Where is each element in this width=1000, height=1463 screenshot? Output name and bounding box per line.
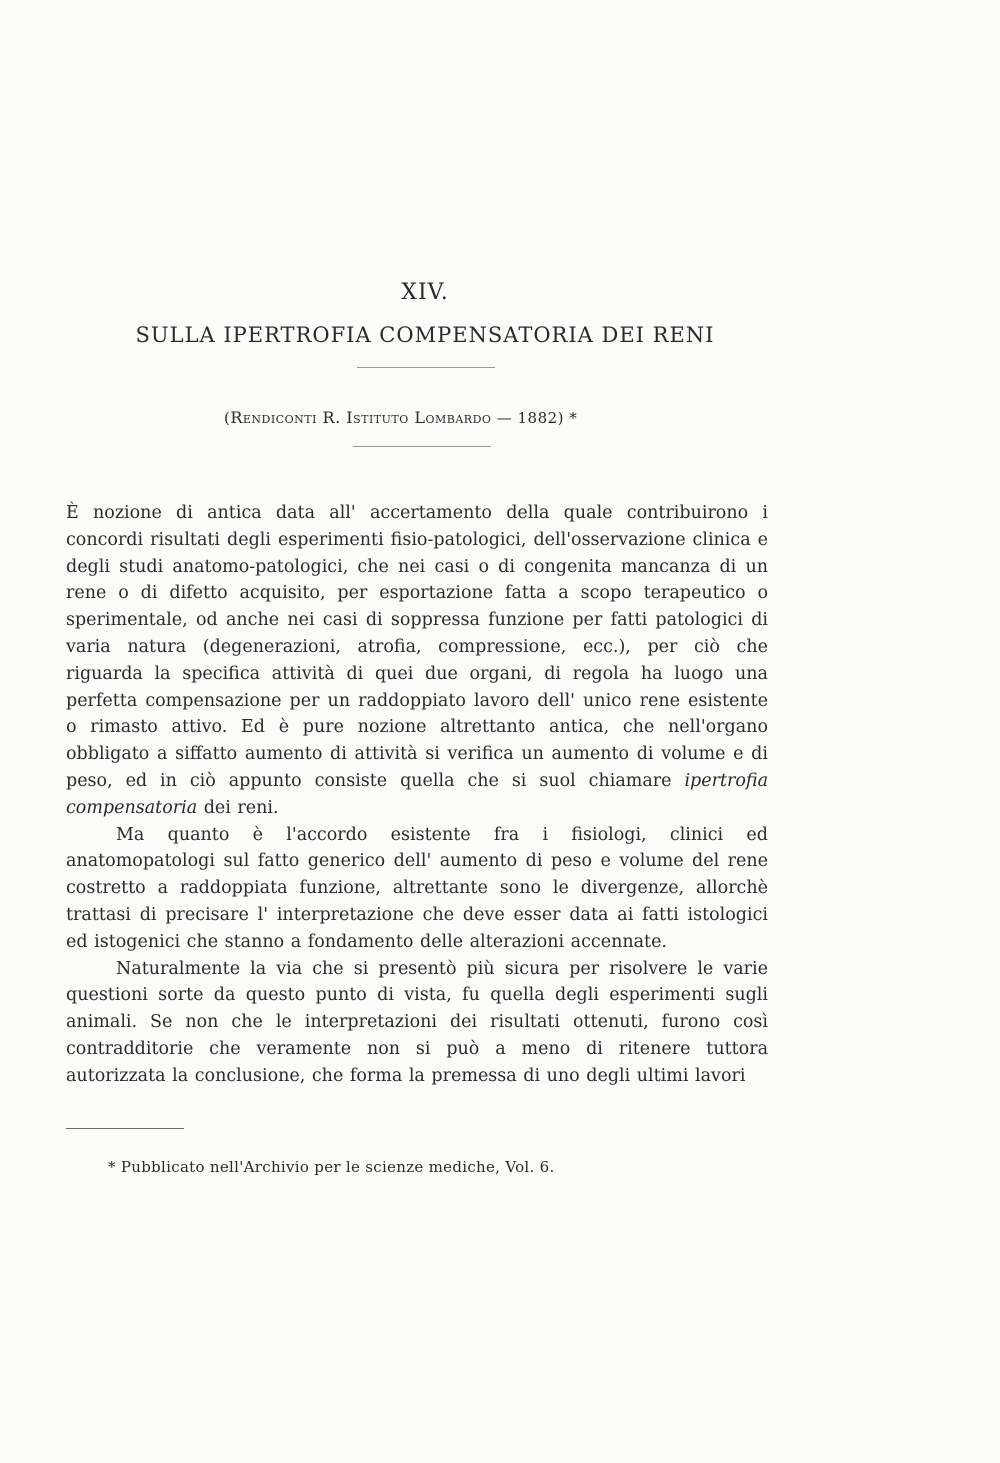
footnote-mark: * — [108, 1158, 116, 1176]
chapter-number: XIV. — [401, 280, 449, 305]
paragraph-1-emphasis: ipertrofia compensatoria — [66, 770, 768, 818]
source-publication: Rendiconti R. Istituto Lombardo — [230, 408, 492, 427]
paragraph-2: Ma quanto è l'accordo esistente fra i fisiologi, clinici ed anatomopatologi sul fatto generico dell' aumento di peso e volume del rene costretto a raddoppiata funzione, altrettante sono le divergenze, allorchè trattasi di precisare l' interpretazione che deve esser data ai fatti istologici ed istogenici che stanno a fondamento delle alterazioni accennate. — [66, 824, 768, 952]
source-year: 1882) — [517, 409, 565, 427]
source-footnote-mark: * — [569, 409, 578, 427]
body-text — [66, 500, 768, 1090]
chapter-title: SULLA IPERTROFIA COMPENSATORIA DEI RENI — [135, 323, 715, 347]
source-divider — [353, 446, 491, 447]
source-citation — [224, 408, 644, 427]
source-open-paren: ( — [224, 409, 231, 427]
paragraph-3: Naturalmente la via che si presentò più sicura per risolvere le varie questioni sorte da questo punto di vista, fu quella degli esperimenti sugli animali. Se non che le interpretazioni dei risultati ottenuti, furono così contradditorie che veramente non si può a meno di ritenere tuttora autorizzata la conclusione, che forma la premessa di uno degli ultimi lavori — [66, 958, 768, 1086]
footnote-divider — [66, 1128, 184, 1129]
paragraph-1-text: È nozione di antica data all' accertamento della quale contribuirono i concordi risultati degli esperimenti fisio-patologici, dell'osservazione clinica e degli studi anatomo-patologici, che nei casi o di congenita mancanza di un rene o di difetto acquisito, per esportazione fatta a scopo terapeutico o sperimentale, od anche nei casi di soppressa funzione per fatti patologici di varia natura (degenerazioni, atrofia, compressione, ecc.), per ciò che riguarda la specifica attività di quei due organi, di regola ha luogo una perfetta compensazione per un raddoppiato lavoro dell' unico rene esistente o rimasto attivo. Ed è pure nozione altrettanto antica, che nell'organo obbligato a siffatto aumento di attività si verifica un aumento di volume e di peso, ed in ciò appunto consiste quella che si suol chiamare — [66, 503, 768, 791]
paragraph-1-end: dei reni. — [197, 797, 279, 818]
footnote-text: Pubblicato nell'Archivio per le scienze mediche, Vol. 6. — [120, 1158, 555, 1176]
source-dash: — — [496, 409, 513, 427]
footnote — [108, 1158, 668, 1176]
title-divider — [357, 367, 495, 368]
paragraph-1 — [66, 500, 768, 822]
